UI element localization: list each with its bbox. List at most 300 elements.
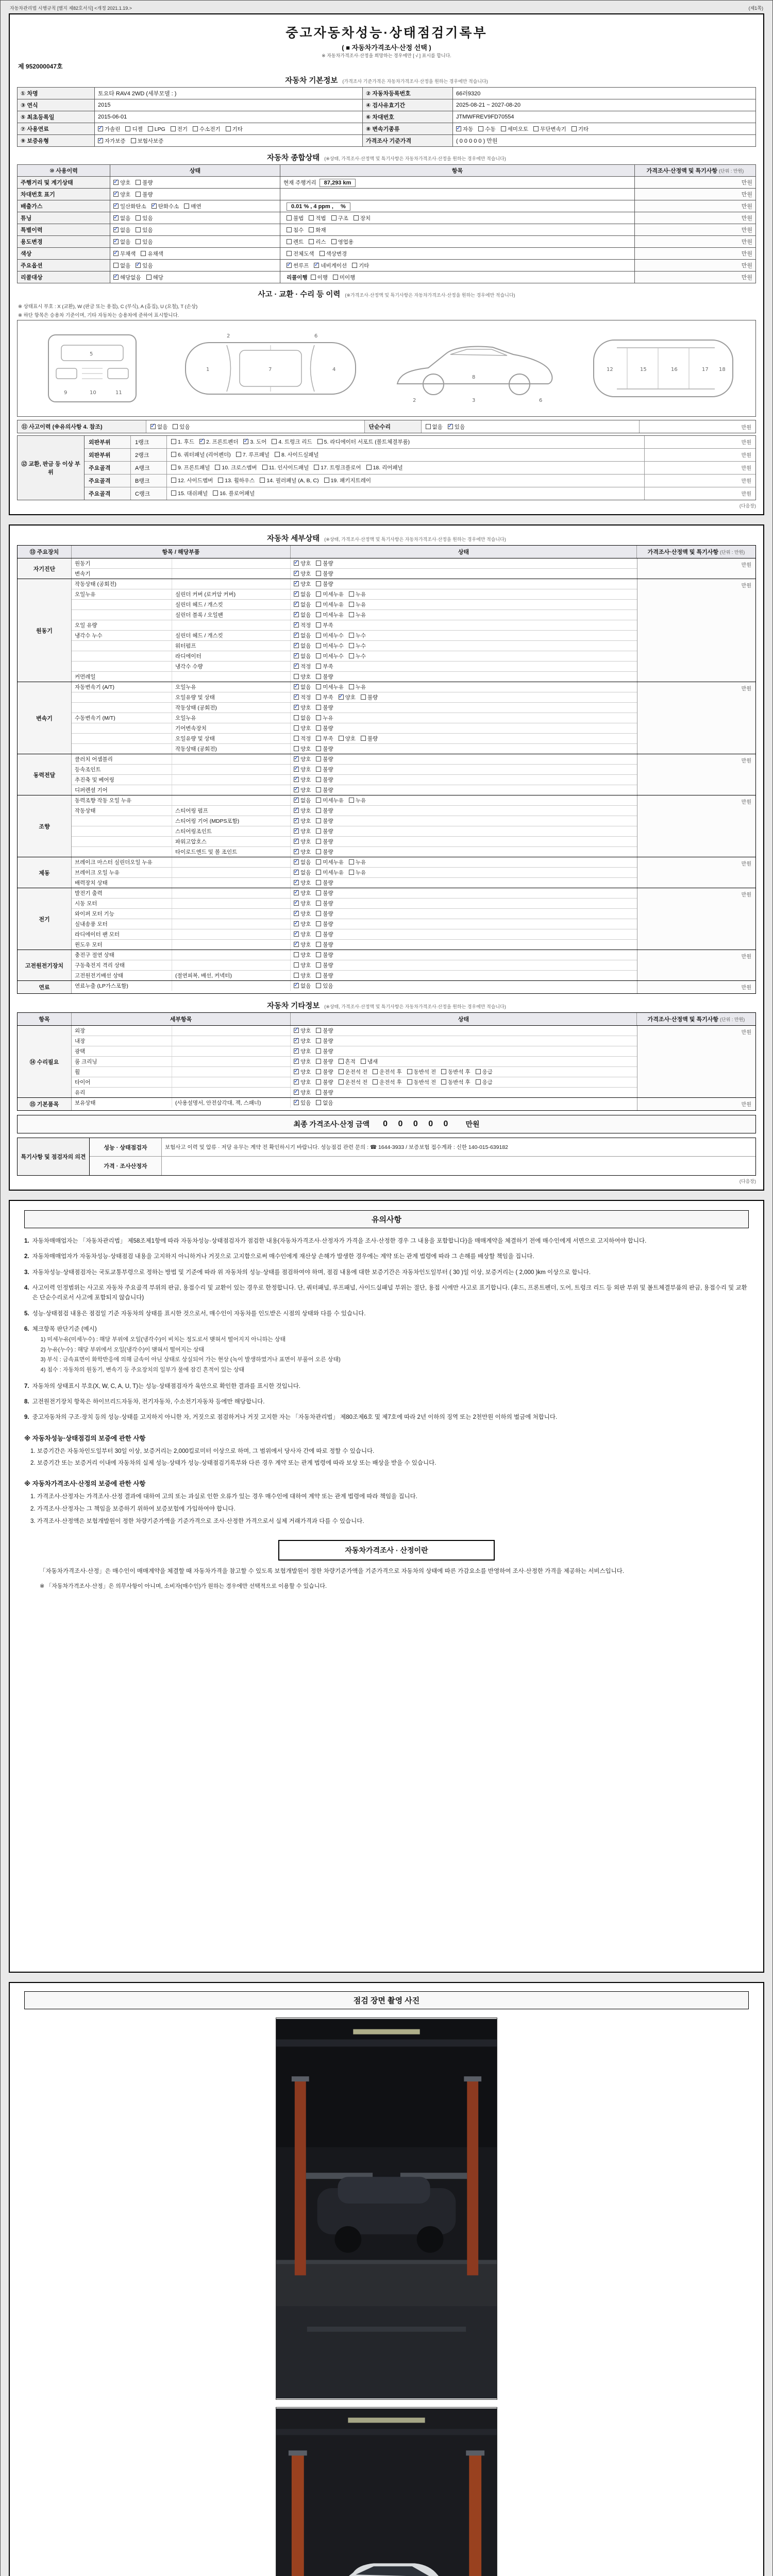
checkbox-label: 운전석 후 — [379, 1069, 402, 1075]
checkbox-icon[interactable] — [316, 808, 321, 813]
checkbox-icon[interactable] — [314, 465, 319, 470]
checkbox-icon[interactable] — [236, 452, 241, 457]
checkbox-icon[interactable] — [316, 962, 321, 968]
checkbox-icon[interactable] — [294, 1059, 299, 1064]
detail-options — [291, 888, 637, 898]
checkbox-icon[interactable] — [294, 684, 299, 689]
checkbox-icon[interactable] — [136, 192, 141, 197]
checkbox-icon[interactable] — [316, 849, 321, 854]
row-sub-cell — [280, 200, 635, 212]
detail-row — [72, 940, 637, 950]
checkbox-icon[interactable] — [113, 239, 119, 244]
section-comprehensive-title: 자동차 종합상태 — [267, 154, 320, 162]
detail-options — [291, 971, 637, 980]
checkbox-icon[interactable] — [317, 439, 323, 444]
checkbox-icon[interactable] — [294, 901, 299, 906]
checkbox-label: 14. 필러패널 (A, B, C) — [266, 478, 319, 484]
checkbox-icon[interactable] — [316, 653, 321, 658]
checkbox-icon[interactable] — [476, 1079, 481, 1084]
checkbox-icon[interactable] — [294, 839, 299, 844]
checkbox-icon[interactable] — [294, 664, 299, 669]
checkbox-icon[interactable] — [136, 239, 141, 244]
state-option — [136, 238, 153, 246]
checkbox-icon[interactable] — [316, 705, 321, 710]
checkbox-icon[interactable] — [316, 798, 321, 803]
checkbox-icon[interactable] — [501, 126, 506, 131]
checkbox-icon[interactable] — [193, 126, 198, 131]
checkbox-label: 화재 — [315, 227, 326, 233]
checkbox-icon[interactable] — [136, 263, 141, 268]
checkbox-label: 불량 — [323, 931, 333, 938]
checkbox-icon[interactable] — [294, 571, 299, 576]
sub-option — [309, 214, 326, 222]
checkbox-icon[interactable] — [294, 612, 299, 617]
checkbox-icon[interactable] — [113, 192, 119, 197]
checkbox-icon[interactable] — [316, 622, 321, 628]
checkbox-icon[interactable] — [316, 973, 321, 978]
checkbox-icon[interactable] — [294, 983, 299, 988]
checkbox-icon[interactable] — [316, 1090, 321, 1095]
checkbox-icon[interactable] — [441, 1069, 446, 1074]
checkbox-icon[interactable] — [320, 251, 325, 256]
checkbox-icon[interactable] — [361, 736, 366, 741]
detail-options — [291, 837, 637, 846]
checkbox-icon[interactable] — [243, 439, 248, 444]
notice-subitems — [32, 1335, 749, 1375]
checkbox-icon[interactable] — [316, 1028, 321, 1033]
checkbox-icon[interactable] — [113, 275, 119, 280]
checkbox-icon[interactable] — [171, 490, 176, 496]
state-option — [184, 202, 201, 210]
detail-row — [72, 775, 637, 785]
detail-part: 오일유량 및 상태 — [172, 734, 291, 743]
checkbox-icon[interactable] — [136, 180, 141, 185]
checkbox-icon[interactable] — [218, 478, 223, 483]
part-option — [260, 477, 318, 484]
checkbox-icon[interactable] — [287, 251, 292, 256]
part-option — [275, 451, 319, 459]
checkbox-icon[interactable] — [456, 126, 461, 131]
checkbox-icon[interactable] — [294, 1090, 299, 1095]
detail-option — [316, 796, 344, 804]
checkbox-icon[interactable] — [316, 684, 321, 689]
checkbox-icon[interactable] — [316, 643, 321, 648]
checkbox-icon[interactable] — [294, 1100, 299, 1105]
checkbox-icon[interactable] — [349, 602, 354, 607]
checkbox-icon[interactable] — [316, 725, 321, 731]
exchange-rank-row — [85, 449, 755, 462]
checkbox-icon[interactable] — [339, 1059, 344, 1064]
checkbox-icon[interactable] — [152, 204, 157, 209]
checkbox-icon[interactable] — [287, 215, 292, 221]
checkbox-label: 미세누유 — [323, 798, 344, 804]
checkbox-icon[interactable] — [309, 227, 314, 232]
svg-text:3: 3 — [472, 398, 475, 403]
detail-item: 배력장치 상태 — [72, 878, 172, 888]
checkbox-icon[interactable] — [349, 870, 354, 875]
col-item: 세부항목 — [72, 1013, 291, 1025]
other-option — [441, 1078, 470, 1086]
detail-group — [18, 579, 755, 682]
checkbox-icon[interactable] — [294, 818, 299, 823]
checkbox-icon[interactable] — [316, 1100, 321, 1105]
checkbox-icon[interactable] — [213, 490, 218, 496]
checkbox-icon[interactable] — [316, 952, 321, 957]
detail-row — [72, 837, 637, 847]
checkbox-icon[interactable] — [287, 239, 292, 244]
row-label: 주행거리 및 계기상태 — [18, 177, 110, 189]
detail-option — [316, 611, 344, 619]
checkbox-icon[interactable] — [354, 215, 359, 221]
checkbox-icon[interactable] — [294, 859, 299, 865]
notice-item-text: 자동차성능·상태점검자는 국토교통부령으로 정하는 방법 및 기준에 따라 위 자동차의 성능·상태를 점검하여야 하며, 점검 내용에 대한 보증기간은 자동차인도일부터 ( 30 )일 이상, 보증거리는 ( 2,000 )km 이상으로 합니다. — [32, 1269, 591, 1276]
state-option — [136, 179, 153, 187]
checkbox-icon[interactable] — [294, 1069, 299, 1074]
checkbox-icon[interactable] — [316, 1048, 321, 1054]
checkbox-icon[interactable] — [199, 439, 205, 444]
checkbox-icon[interactable] — [316, 664, 321, 669]
checkbox-icon[interactable] — [171, 478, 176, 483]
checkbox-icon[interactable] — [294, 890, 299, 895]
checkbox-icon[interactable] — [294, 643, 299, 648]
checkbox-icon[interactable] — [316, 571, 321, 576]
field-label: ⑥ 차대번호 — [363, 111, 453, 123]
checkbox-icon[interactable] — [275, 452, 280, 457]
checkbox-label: 리스 — [315, 239, 326, 245]
detail-row — [72, 569, 637, 579]
checkbox-icon[interactable] — [316, 633, 321, 638]
checkbox-icon[interactable] — [316, 756, 321, 761]
checkbox-icon[interactable] — [294, 849, 299, 854]
checkbox-label: 19. 패키지트레이 — [330, 478, 371, 484]
checkbox-label: 있음 — [142, 262, 153, 269]
form-subtitle: ( ■ 자동차가격조사·산정 선택 ) — [342, 44, 431, 52]
checkbox-icon[interactable] — [294, 653, 299, 658]
section-other-head — [17, 998, 756, 1012]
checkbox-icon[interactable] — [316, 890, 321, 895]
checkbox-icon[interactable] — [316, 1038, 321, 1043]
checkbox-label: 양호 — [300, 921, 311, 927]
detail-part: 냉각수 수량 — [172, 662, 291, 671]
checkbox-icon[interactable] — [316, 859, 321, 865]
checkbox-icon[interactable] — [316, 602, 321, 607]
checkbox-icon[interactable] — [572, 126, 577, 131]
checkbox-icon[interactable] — [136, 215, 141, 221]
checkbox-icon[interactable] — [294, 581, 299, 586]
checkbox-icon[interactable] — [311, 275, 316, 280]
device-group-rows — [72, 795, 637, 857]
valuation-section-title: ※ 자동차가격조사·산정의 보증에 관한 사항 — [24, 1480, 146, 1488]
checkbox-icon[interactable] — [349, 798, 354, 803]
detail-options — [291, 775, 637, 785]
checkbox-icon[interactable] — [316, 777, 321, 782]
checkbox-icon[interactable] — [361, 1059, 366, 1064]
checkbox-icon[interactable] — [113, 215, 119, 221]
checkbox-icon[interactable] — [331, 239, 337, 244]
checkbox-icon[interactable] — [316, 931, 321, 937]
checkbox-icon[interactable] — [294, 561, 299, 566]
checkbox-icon[interactable] — [294, 746, 299, 751]
checkbox-icon[interactable] — [316, 880, 321, 885]
detail-options — [291, 847, 637, 857]
checkbox-icon[interactable] — [173, 424, 178, 429]
checkbox-icon[interactable] — [294, 962, 299, 968]
checkbox-icon[interactable] — [316, 1079, 321, 1084]
detail-option — [294, 570, 311, 578]
checkbox-icon[interactable] — [316, 612, 321, 617]
checkbox-label: 불량 — [323, 1048, 333, 1055]
history-option — [150, 423, 167, 431]
checkbox-icon[interactable] — [113, 204, 119, 209]
checkbox-icon[interactable] — [184, 204, 189, 209]
checkbox-icon[interactable] — [287, 263, 292, 268]
checkbox-icon[interactable] — [316, 715, 321, 720]
checkbox-icon[interactable] — [339, 736, 344, 741]
checkbox-icon[interactable] — [316, 1069, 321, 1074]
checkbox-icon[interactable] — [294, 736, 299, 741]
checkbox-icon[interactable] — [294, 911, 299, 916]
checkbox-icon[interactable] — [333, 275, 338, 280]
detail-options — [291, 765, 637, 774]
checkbox-icon[interactable] — [316, 818, 321, 823]
checkbox-icon[interactable] — [339, 1069, 344, 1074]
detail-row — [72, 682, 637, 692]
checkbox-icon[interactable] — [349, 643, 354, 648]
part-option — [213, 489, 255, 497]
checkbox-icon[interactable] — [478, 126, 483, 131]
other-part — [172, 1036, 291, 1046]
checkbox-icon[interactable] — [316, 983, 321, 988]
checkbox-icon[interactable] — [146, 275, 152, 280]
checkbox-icon[interactable] — [226, 126, 231, 131]
checkbox-icon[interactable] — [294, 694, 299, 700]
checkbox-icon[interactable] — [373, 1079, 378, 1084]
notice-item-number: 6. — [24, 1326, 29, 1332]
checkbox-icon[interactable] — [294, 1028, 299, 1033]
checkbox-icon[interactable] — [316, 674, 321, 679]
checkbox-icon[interactable] — [349, 633, 354, 638]
other-group — [18, 1098, 755, 1110]
checkbox-icon[interactable] — [294, 777, 299, 782]
checkbox-icon[interactable] — [171, 439, 176, 444]
checkbox-icon[interactable] — [294, 798, 299, 803]
detail-row — [72, 662, 637, 672]
checkbox-icon[interactable] — [171, 465, 176, 470]
checkbox-icon[interactable] — [294, 725, 299, 731]
row-label: 주요옵션 — [18, 260, 110, 272]
checkbox-icon[interactable] — [316, 839, 321, 844]
checkbox-icon[interactable] — [294, 622, 299, 628]
checkbox-icon[interactable] — [131, 138, 136, 143]
checkbox-icon[interactable] — [349, 859, 354, 865]
detail-option — [294, 693, 311, 701]
checkbox-icon[interactable] — [272, 439, 277, 444]
detail-group — [18, 754, 755, 795]
checkbox-label: 양호 — [300, 911, 311, 917]
checkbox-icon[interactable] — [294, 756, 299, 761]
other-option — [373, 1068, 402, 1076]
checkbox-icon[interactable] — [316, 870, 321, 875]
checkbox-label: 7. 루프패널 — [242, 452, 270, 458]
checkbox-icon[interactable] — [294, 870, 299, 875]
checkbox-icon[interactable] — [316, 911, 321, 916]
checkbox-icon[interactable] — [294, 602, 299, 607]
checkbox-icon[interactable] — [260, 478, 265, 483]
checkbox-icon[interactable] — [294, 921, 299, 926]
checkbox-icon[interactable] — [349, 612, 354, 617]
checkbox-icon[interactable] — [314, 263, 319, 268]
checkbox-icon[interactable] — [294, 715, 299, 720]
checkbox-icon[interactable] — [171, 126, 176, 131]
detail-item: 연료누출 (LP가스포함) — [72, 981, 172, 991]
checkbox-icon[interactable] — [316, 694, 321, 700]
checkbox-label: 불량 — [367, 736, 378, 742]
checkbox-icon[interactable] — [407, 1069, 412, 1074]
checkbox-icon[interactable] — [294, 828, 299, 834]
checkbox-icon[interactable] — [331, 215, 337, 221]
checkbox-icon[interactable] — [294, 1038, 299, 1043]
checkbox-label: 누수 — [355, 633, 366, 639]
detail-item: 와이퍼 모터 기능 — [72, 909, 172, 919]
checkbox-icon[interactable] — [316, 746, 321, 751]
notice-item-text: 자동차의 상태표시 부호(X, W, C, A, U, T)는 성능·상태점검자가 육안으로 확인한 결과를 표시한 것입니다. — [32, 1383, 301, 1389]
detail-option — [349, 642, 366, 650]
checkbox-icon[interactable] — [316, 736, 321, 741]
checkbox-icon[interactable] — [294, 767, 299, 772]
checkbox-icon[interactable] — [309, 239, 314, 244]
checkbox-icon[interactable] — [113, 251, 119, 256]
checkbox-label: 장치 — [360, 215, 371, 222]
checkbox-icon[interactable] — [441, 1079, 446, 1084]
checkbox-icon[interactable] — [339, 694, 344, 700]
checkbox-icon[interactable] — [533, 126, 539, 131]
checkbox-icon[interactable] — [171, 452, 176, 457]
checkbox-icon[interactable] — [113, 227, 119, 232]
panel-parts — [167, 436, 645, 448]
checkbox-icon[interactable] — [339, 1079, 344, 1084]
checkbox-icon[interactable] — [407, 1079, 412, 1084]
checkbox-icon[interactable] — [113, 180, 119, 185]
checkbox-label: 보험사보증 — [137, 138, 164, 144]
detail-option — [316, 982, 333, 990]
detail-options — [291, 651, 637, 661]
checkbox-icon[interactable] — [316, 561, 321, 566]
checkbox-icon[interactable] — [294, 705, 299, 710]
checkbox-icon[interactable] — [426, 424, 431, 429]
notice-item-number: 5. — [24, 1310, 29, 1317]
checkbox-icon[interactable] — [349, 684, 354, 689]
checkbox-icon[interactable] — [361, 694, 366, 700]
checkbox-icon[interactable] — [294, 952, 299, 957]
checkbox-label: 양호 — [300, 942, 311, 948]
checkbox-icon[interactable] — [316, 1059, 321, 1064]
checkbox-icon[interactable] — [316, 921, 321, 926]
checkbox-label: 미세누수 — [323, 643, 344, 649]
checkbox-icon[interactable] — [294, 674, 299, 679]
detail-part: 파워고압호스 — [172, 837, 291, 846]
checkbox-icon[interactable] — [316, 581, 321, 586]
checkbox-icon[interactable] — [136, 227, 141, 232]
checkbox-label: 11. 인사이드패널 — [268, 465, 309, 471]
checkbox-label: 있음 — [323, 983, 333, 989]
comprehensive-row — [18, 272, 756, 283]
warranty-section-items — [24, 1447, 749, 1469]
field-label: ② 자동차등록번호 — [363, 88, 453, 99]
part-option — [171, 464, 210, 471]
checkbox-icon[interactable] — [316, 767, 321, 772]
checkbox-icon[interactable] — [98, 126, 103, 131]
checkbox-icon[interactable] — [294, 973, 299, 978]
checkbox-icon[interactable] — [294, 787, 299, 792]
detail-options — [291, 744, 637, 754]
detail-group — [18, 888, 755, 950]
detail-item — [72, 641, 172, 651]
checkbox-icon[interactable] — [294, 1079, 299, 1084]
checkbox-icon[interactable] — [148, 126, 153, 131]
checkbox-icon[interactable] — [150, 424, 156, 429]
comprehensive-row — [18, 189, 756, 200]
checkbox-icon[interactable] — [373, 1069, 378, 1074]
checkbox-icon[interactable] — [294, 931, 299, 937]
checkbox-icon[interactable] — [294, 1048, 299, 1054]
detail-option — [294, 951, 311, 959]
other-group — [18, 1026, 755, 1098]
checkbox-icon[interactable] — [294, 591, 299, 597]
panel-rank: 1랭크 — [131, 436, 167, 448]
checkbox-icon[interactable] — [316, 787, 321, 792]
detail-option — [316, 879, 333, 887]
checkbox-icon[interactable] — [287, 227, 292, 232]
notice-item-number: 4. — [24, 1284, 29, 1291]
checkbox-icon[interactable] — [294, 880, 299, 885]
detail-item — [72, 744, 172, 754]
checkbox-label: 이행 — [317, 274, 328, 281]
checkbox-icon[interactable] — [349, 591, 354, 597]
transmission-label: ⑧ 변속기종류 — [363, 123, 453, 135]
checkbox-icon[interactable] — [294, 808, 299, 813]
checkbox-icon[interactable] — [309, 215, 314, 221]
checkbox-icon[interactable] — [316, 901, 321, 906]
basic-info-rows — [18, 88, 756, 123]
part-option — [366, 464, 403, 471]
checkbox-icon[interactable] — [324, 478, 329, 483]
checkbox-icon[interactable] — [294, 942, 299, 947]
checkbox-icon[interactable] — [316, 942, 321, 947]
row-sub-cell — [280, 177, 635, 189]
svg-text:11: 11 — [115, 390, 122, 396]
checkbox-icon[interactable] — [98, 138, 103, 143]
other-item: 광택 — [72, 1046, 172, 1056]
checkbox-icon[interactable] — [316, 591, 321, 597]
checkbox-icon[interactable] — [262, 465, 267, 470]
detail-item — [72, 703, 172, 713]
checkbox-icon[interactable] — [352, 263, 357, 268]
detail-option — [316, 961, 333, 969]
checkbox-icon[interactable] — [113, 263, 119, 268]
detail-item — [72, 723, 172, 733]
checkbox-icon[interactable] — [125, 126, 130, 131]
remarks-row — [90, 1138, 755, 1157]
detail-option — [361, 693, 378, 701]
checkbox-icon[interactable] — [316, 828, 321, 834]
checkbox-icon[interactable] — [294, 633, 299, 638]
checkbox-icon[interactable] — [476, 1069, 481, 1074]
checkbox-icon[interactable] — [349, 653, 354, 658]
checkbox-icon[interactable] — [215, 465, 220, 470]
checkbox-icon[interactable] — [448, 424, 453, 429]
checkbox-icon[interactable] — [141, 251, 146, 256]
checkbox-icon[interactable] — [366, 465, 372, 470]
